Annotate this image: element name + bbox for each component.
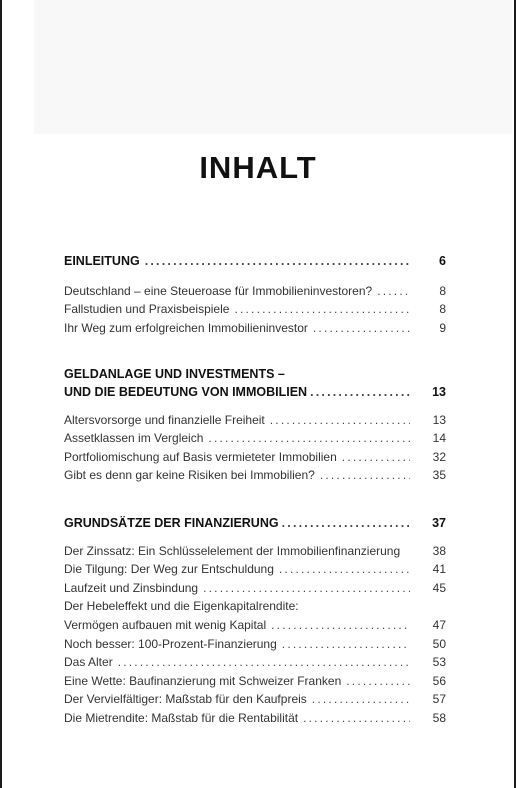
toc-page-number: 14 xyxy=(432,431,446,446)
dot-leader xyxy=(282,514,410,533)
toc-entry[interactable] xyxy=(64,672,446,691)
dot-leader xyxy=(313,319,410,338)
dot-leader xyxy=(282,635,410,654)
dot-leader xyxy=(145,252,410,271)
toc-entry[interactable] xyxy=(64,411,446,430)
dot-leader xyxy=(271,616,410,635)
toc-entry[interactable] xyxy=(64,709,446,728)
toc-page-number: 38 xyxy=(432,543,446,558)
dot-leader xyxy=(303,709,410,728)
toc-page-number: 50 xyxy=(432,636,446,651)
toc-entry-label: Der Hebeleffekt und die Eigenkapitalrendite: xyxy=(64,599,299,614)
toc-entry[interactable] xyxy=(64,616,446,635)
header-placeholder-area xyxy=(34,0,512,134)
toc-page-number: 37 xyxy=(432,516,446,530)
page-title: INHALT xyxy=(199,150,317,185)
toc-entry[interactable] xyxy=(64,448,446,467)
toc-entry-label: Assetklassen im Vergleich xyxy=(64,431,204,446)
dot-leader xyxy=(234,300,410,319)
toc-entry-label: Die Tilgung: Der Weg zur Entschuldung xyxy=(64,562,274,577)
toc-entry[interactable] xyxy=(64,429,446,448)
toc-page-number: 57 xyxy=(432,692,446,707)
toc-entry[interactable] xyxy=(64,579,446,598)
dot-leader xyxy=(312,690,410,709)
toc-heading-line[interactable]: GELDANLAGE UND INVESTMENTS – xyxy=(64,367,285,381)
dot-leader xyxy=(208,429,410,448)
toc-entry-label: Gibt es denn gar keine Risiken bei Immobilien? xyxy=(64,468,315,483)
toc-entry-label: Die Mietrendite: Maßstab für die Rentabilität xyxy=(64,710,299,725)
toc-page-number: 8 xyxy=(439,302,446,317)
toc-heading-label: EINLEITUNG xyxy=(64,254,140,268)
toc-section-heading[interactable] xyxy=(64,514,446,533)
dot-leader xyxy=(320,466,410,485)
toc-section-geldanlage xyxy=(64,366,446,485)
toc-entry-label: Der Zinssatz: Ein Schlüsselelement der Immobilienfinanzierung xyxy=(64,543,401,558)
toc-entry[interactable] xyxy=(64,690,446,709)
dot-leader xyxy=(377,282,410,301)
toc-entry-line[interactable] xyxy=(64,597,446,616)
dot-leader xyxy=(118,653,410,672)
toc-page-number: 58 xyxy=(432,710,446,725)
toc-entry-label: Deutschland – eine Steueroase für Immobilieninvestoren? xyxy=(64,283,373,298)
toc-heading-label: UND DIE BEDEUTUNG VON IMMOBILIEN xyxy=(64,385,308,399)
toc-entry[interactable] xyxy=(64,560,446,579)
toc-page-number: 35 xyxy=(432,468,446,483)
toc-section-heading[interactable] xyxy=(64,383,446,402)
toc-page-number: 13 xyxy=(432,385,446,399)
toc-entry[interactable] xyxy=(64,282,446,301)
toc-entry[interactable] xyxy=(64,319,446,338)
toc-section-einleitung xyxy=(64,252,446,337)
dot-leader xyxy=(203,579,410,598)
toc-section-finanzierung xyxy=(64,514,446,728)
toc-page-number: 9 xyxy=(439,320,446,335)
toc-page-number: 41 xyxy=(432,562,446,577)
dot-leader xyxy=(310,383,410,402)
dot-leader xyxy=(346,672,410,691)
toc-entry[interactable] xyxy=(64,300,446,319)
toc-entry-label: Das Alter xyxy=(64,655,113,670)
toc-heading-label: GRUNDSÄTZE DER FINANZIERUNG xyxy=(64,516,279,530)
toc-entry[interactable] xyxy=(64,466,446,485)
toc-entry-label: Der Vervielfältiger: Maßstab für den Kaufpreis xyxy=(64,692,307,707)
toc-section-heading[interactable] xyxy=(64,252,446,271)
toc-entry-label: Eine Wette: Baufinanzierung mit Schweizer Franken xyxy=(64,673,342,688)
dot-leader xyxy=(270,411,410,430)
toc-entry-label: Fallstudien und Praxisbeispiele xyxy=(64,302,230,317)
toc-entry-label: Vermögen aufbauen mit wenig Kapital xyxy=(64,617,267,632)
dot-leader xyxy=(342,448,410,467)
toc-page-number: 32 xyxy=(432,449,446,464)
toc-entry[interactable] xyxy=(64,542,446,561)
toc-page-number: 6 xyxy=(439,254,446,268)
toc-entry[interactable] xyxy=(64,635,446,654)
dot-leader xyxy=(279,560,410,579)
toc-page-number: 47 xyxy=(432,617,446,632)
toc-page-number: 8 xyxy=(439,283,446,298)
toc-page-number: 45 xyxy=(432,580,446,595)
toc-page-number: 13 xyxy=(432,412,446,427)
toc-entry-label: Ihr Weg zum erfolgreichen Immobilieninvestor xyxy=(64,320,308,335)
toc-entry[interactable] xyxy=(64,653,446,672)
toc-entry-label: Portfoliomischung auf Basis vermieteter Immobilien xyxy=(64,449,337,464)
toc-page-number: 53 xyxy=(432,655,446,670)
toc-entry-label: Noch besser: 100-Prozent-Finanzierung xyxy=(64,636,277,651)
toc-entry-label: Laufzeit und Zinsbindung xyxy=(64,580,199,595)
toc-page-number: 56 xyxy=(432,673,446,688)
toc-entry-label: Altersvorsorge und finanzielle Freiheit xyxy=(64,412,265,427)
